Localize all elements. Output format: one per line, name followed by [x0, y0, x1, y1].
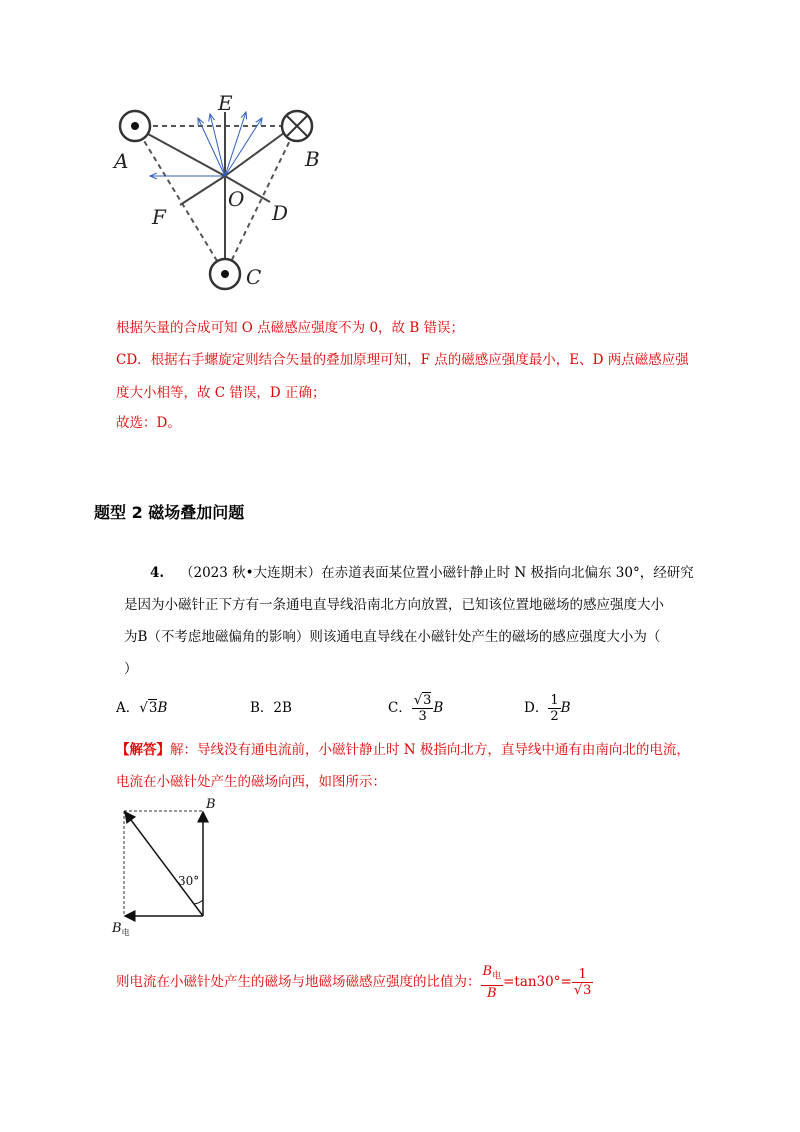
vector-resultant	[125, 812, 203, 916]
option-a[interactable]: A．√3B	[116, 700, 168, 716]
vector-diagram-figure	[108, 796, 228, 946]
option-a-var: B	[157, 700, 168, 716]
option-c-var: B	[433, 700, 444, 716]
dashed-edge-ac	[135, 126, 225, 274]
label-b: B	[305, 147, 320, 171]
question-number: 4.	[150, 565, 165, 581]
label-b-earth: B	[206, 797, 216, 812]
label-b-current: $B_电$	[112, 921, 130, 937]
option-a-label: A．	[116, 700, 140, 716]
angle-arc	[194, 900, 203, 904]
option-b[interactable]	[250, 698, 292, 718]
result-fraction: $\frac{1}{√3}$	[573, 967, 592, 998]
label-f: F	[152, 205, 166, 229]
option-d-fraction: $\frac{1}{2}$	[550, 693, 559, 724]
label-c: C	[246, 265, 262, 289]
ratio-fraction: $\frac{B_电}{B}$	[482, 964, 502, 1001]
blue-vector-5	[210, 114, 225, 176]
conclusion-text: 则电流在小磁针处产生的磁场与地磁场磁感应强度的比值为：	[116, 974, 481, 990]
option-d-var: B	[560, 700, 571, 716]
question-line-2: 是因为小磁针正下方有一条通电直导线沿南北方向放置，已知该位置地磁场的感应强度大小	[124, 597, 664, 613]
solid-line-oa	[148, 134, 225, 176]
conclusion-line	[116, 962, 593, 1002]
conclusion-mid: =tan30°=	[503, 974, 572, 990]
option-a-radicand: 3	[148, 700, 158, 716]
question-line-3: 为B（不考虑地磁偏角的影响）则该通电直导线在小磁针处产生的磁场的感应强度大小为（	[124, 629, 661, 645]
magnetic-field-triangle-figure	[100, 90, 320, 300]
option-d[interactable]	[524, 688, 571, 728]
wire-c-out-of-page-icon	[210, 259, 240, 289]
question-line-1: （2023 秋•大连期末）在赤道表面某位置小磁针静止时 N 极指向北偏东 30°，经研究	[180, 565, 694, 581]
analysis-line-2: CD．根据右手螺旋定则结合矢量的叠加原理可知，F 点的磁感应强度最小，E、D 两点磁感应强	[116, 352, 689, 368]
option-c[interactable]	[388, 688, 443, 728]
analysis-line-3: 度大小相等，故 C 错误，D 正确；	[116, 385, 326, 401]
label-e: E	[218, 91, 233, 115]
label-angle: 30°	[178, 874, 200, 888]
solid-line-ob	[225, 130, 288, 176]
label-o: O	[228, 187, 245, 211]
answer-line-1-text: 解：导线没有通电流前，小磁针静止时 N 极指向北方，直导线中通有由南向北的电流，	[170, 742, 690, 758]
wire-a-out-of-page-icon	[120, 111, 150, 141]
option-c-fraction: $\frac{√3}{3}$	[413, 693, 432, 724]
analysis-line-1: 根据矢量的合成可知 O 点磁感应强度不为 0，故 B 错误；	[116, 320, 465, 336]
label-d: D	[272, 201, 289, 225]
answer-line-2: 电流在小磁针处产生的磁场向西，如图所示：	[116, 774, 386, 790]
solid-line-of	[180, 176, 225, 205]
option-c-label: C．	[388, 700, 412, 716]
blue-vector-2	[225, 112, 246, 176]
answer-line-1	[116, 740, 690, 760]
section-title: 题型 2 磁场叠加问题	[94, 503, 245, 522]
wire-b-into-page-icon	[282, 111, 312, 141]
analysis-line-4: 故选：D。	[116, 415, 181, 431]
option-d-label: D．	[524, 700, 549, 716]
question-line-4: ）	[124, 661, 138, 677]
answer-tag: 【解答】	[116, 742, 170, 758]
option-b-label: B．2B	[250, 700, 292, 716]
label-a: A	[114, 149, 129, 173]
